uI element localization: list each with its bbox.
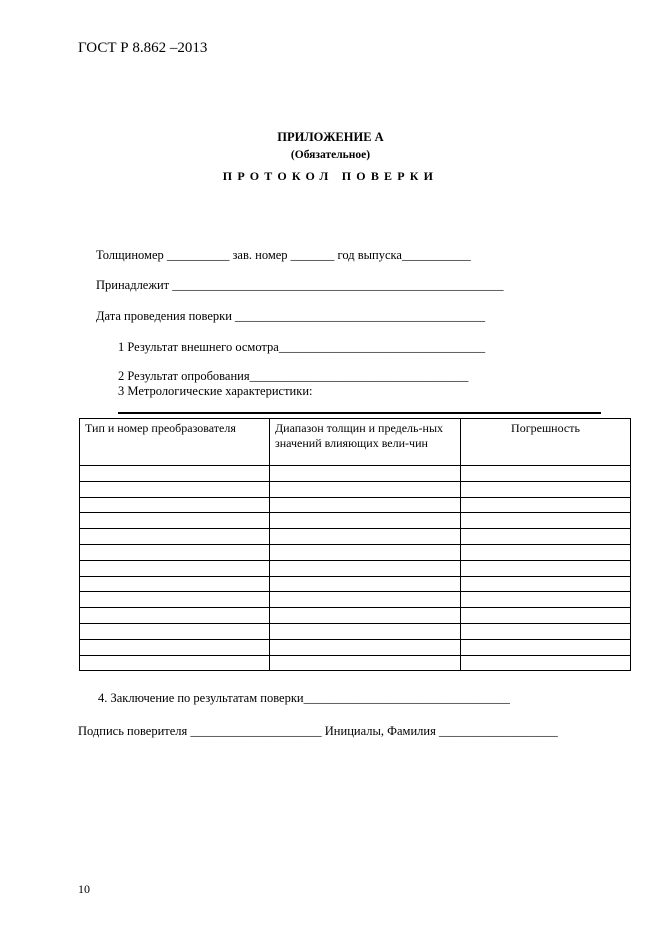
table-cell[interactable] (270, 481, 461, 497)
table-cell[interactable] (270, 576, 461, 592)
table-cell[interactable] (270, 544, 461, 560)
conclusion-line: 4. Заключение по результатам поверки_________________________________ (98, 691, 510, 705)
table-cell[interactable] (461, 544, 631, 560)
table-cell[interactable] (461, 592, 631, 608)
table-row (80, 529, 631, 545)
table-cell[interactable] (80, 513, 270, 529)
measurement-table (79, 418, 631, 671)
table-cell[interactable] (80, 576, 270, 592)
table-cell[interactable] (80, 592, 270, 608)
testing-result-line: 2 Результат опробования___________________________________ (118, 369, 469, 383)
table-row (80, 544, 631, 560)
table-cell[interactable] (80, 639, 270, 655)
owner-field-line: Принадлежит _____________________________________________________ (96, 278, 504, 292)
table-cell[interactable] (80, 497, 270, 513)
table-cell[interactable] (80, 655, 270, 671)
appendix-subtitle: (Обязательное) (290, 149, 371, 161)
table-row (80, 466, 631, 482)
table-cell[interactable] (461, 576, 631, 592)
table-row (80, 560, 631, 576)
table-cell[interactable] (461, 623, 631, 639)
table-cell[interactable] (270, 639, 461, 655)
table-cell[interactable] (270, 529, 461, 545)
column-header-range: Диапазон толщин и предель-ных значений влияющих вели-чин (270, 419, 461, 466)
table-cell[interactable] (461, 655, 631, 671)
table-row (80, 655, 631, 671)
table-cell[interactable] (461, 497, 631, 513)
table-cell[interactable] (461, 639, 631, 655)
table-cell[interactable] (80, 560, 270, 576)
table-cell[interactable] (80, 544, 270, 560)
table-top-rule (118, 412, 601, 414)
table-row (80, 513, 631, 529)
table-row (80, 608, 631, 624)
table-row (80, 497, 631, 513)
document-code: ГОСТ Р 8.862 –2013 (78, 40, 208, 56)
table-cell[interactable] (270, 592, 461, 608)
appendix-title: ПРИЛОЖЕНИЕ А (277, 130, 384, 144)
signature-line: Подпись поверителя _____________________ Инициалы, Фамилия ___________________ (78, 724, 558, 738)
table-cell[interactable] (80, 608, 270, 624)
table-row (80, 639, 631, 655)
metrological-characteristics-heading: 3 Метрологические характеристики: (118, 384, 313, 398)
external-inspection-line: 1 Результат внешнего осмотра_________________________________ (118, 340, 486, 354)
table-row (80, 592, 631, 608)
table-cell[interactable] (80, 529, 270, 545)
table-row (80, 481, 631, 497)
table-header-row (80, 419, 631, 466)
table-cell[interactable] (270, 655, 461, 671)
column-header-error: Погрешность (461, 419, 631, 466)
table-cell[interactable] (461, 529, 631, 545)
verification-date-line: Дата проведения поверки ________________________________________ (96, 309, 486, 323)
table-cell[interactable] (461, 608, 631, 624)
table-cell[interactable] (270, 608, 461, 624)
table-body (80, 466, 631, 671)
table-cell[interactable] (270, 497, 461, 513)
table-cell[interactable] (80, 466, 270, 482)
protocol-title: ПРОТОКОЛ ПОВЕРКИ (222, 169, 439, 183)
table-cell[interactable] (270, 513, 461, 529)
table-cell[interactable] (270, 560, 461, 576)
table-row (80, 623, 631, 639)
table-cell[interactable] (80, 481, 270, 497)
table-cell[interactable] (270, 623, 461, 639)
table-cell[interactable] (461, 513, 631, 529)
gauge-field-line: Толщиномер __________ зав. номер _______ год выпуска___________ (96, 248, 471, 262)
table-cell[interactable] (461, 481, 631, 497)
table-row (80, 576, 631, 592)
table-cell[interactable] (461, 466, 631, 482)
column-header-converter: Тип и номер преобразователя (80, 419, 270, 466)
table-cell[interactable] (80, 623, 270, 639)
table-cell[interactable] (461, 560, 631, 576)
page-number: 10 (78, 882, 90, 896)
table-cell[interactable] (270, 466, 461, 482)
